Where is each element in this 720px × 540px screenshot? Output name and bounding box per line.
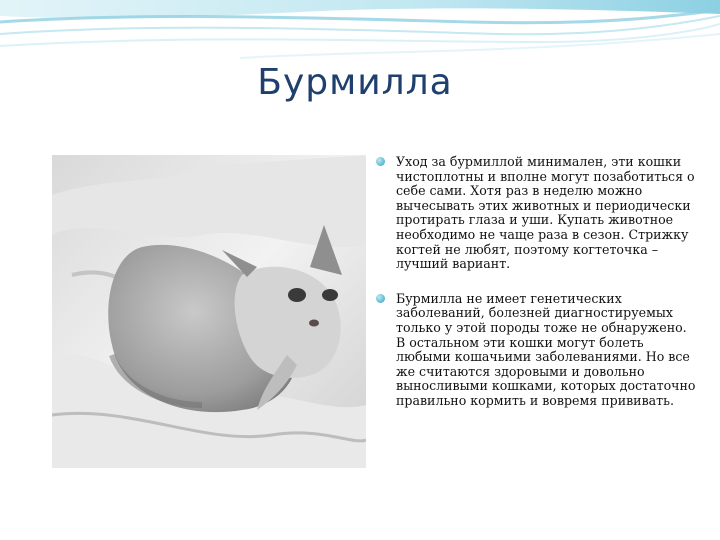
bullet-text: Уход за бурмиллой минимален, эти кошки чистоплотны и вполне могут позаботиться о себе сами. Хотя раз в неделю можно вычесывать этих животных и периодически протирать глаза и уши. Купать животное необходимо не чаще раза в сезон. Стрижку когтей не любят, поэтому когтеточка – лучший вариант.	[396, 154, 695, 272]
bullet-icon	[376, 157, 385, 166]
bullet-icon	[376, 294, 385, 303]
bullet-item-health	[376, 292, 696, 409]
bullet-item-care	[376, 155, 696, 272]
slide-title: Бурмилла	[257, 62, 453, 103]
bullet-text: Бурмилла не имеет генетических заболеваний, болезней диагностируемых только у этой породы тоже не обнаружено. В остальном эти кошки могут болеть любыми кошачьими заболеваниями. Но все же считаются здоровыми и довольно выносливыми кошками, которых достаточно правильно кормить и вовремя прививать.	[396, 290, 696, 408]
burmilla-cat-photo	[52, 155, 366, 468]
bullet-list	[376, 155, 696, 429]
